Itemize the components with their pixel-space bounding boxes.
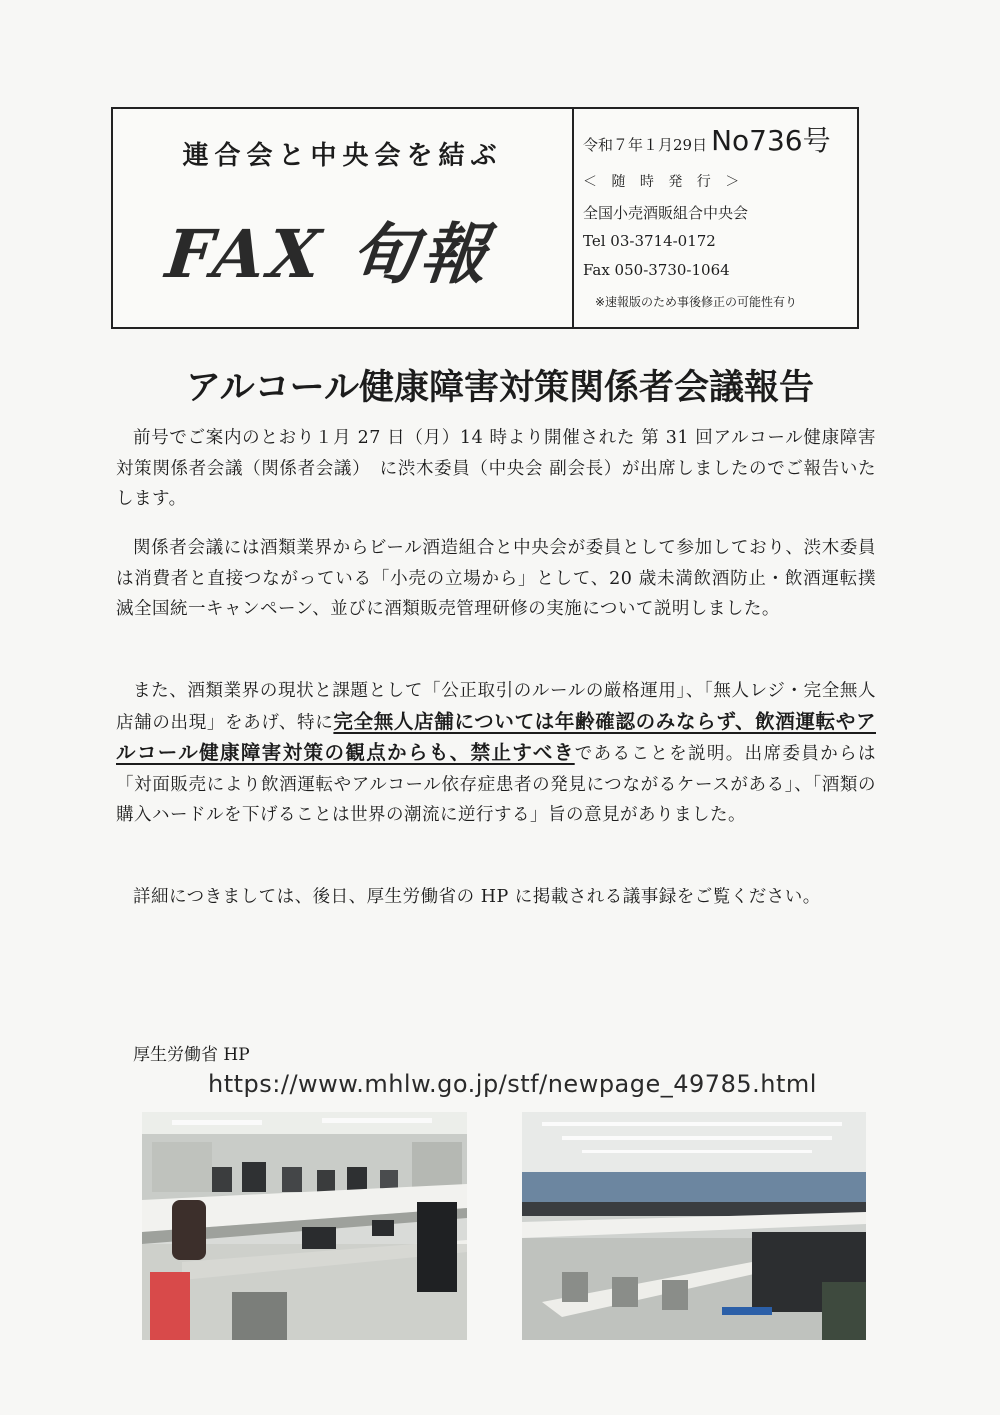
paragraph-3 bbox=[116, 676, 876, 831]
mhlw-url-link[interactable]: https://www.mhlw.go.jp/stf/newpage_49785.html bbox=[208, 1070, 817, 1098]
masthead-left bbox=[113, 109, 572, 327]
meeting-photo-left bbox=[142, 1112, 467, 1340]
masthead-divider bbox=[572, 109, 574, 327]
publisher-fax: Fax 050-3730-1064 bbox=[583, 261, 730, 279]
issue-info bbox=[575, 109, 857, 327]
meeting-photo-right-image bbox=[522, 1112, 866, 1340]
emphasized-statement: 完全無人店舗については年齢確認のみならず、飲酒運転やアルコール健康障害対策の観点からも、禁止すべき bbox=[116, 709, 876, 764]
publication-frequency: ＜ 随 時 発 行 ＞ bbox=[583, 174, 745, 190]
paragraph-4: 詳細につきましては、後日、厚生労働省の HP に掲載される議事録をご覧ください。 bbox=[133, 887, 821, 907]
publisher-name: 全国小売酒販組合中央会 bbox=[583, 204, 749, 222]
disclaimer-note: ※速報版のため事後修正の可能性有り bbox=[595, 295, 798, 309]
publisher-tel: Tel 03-3714-0172 bbox=[583, 232, 716, 250]
issue-line bbox=[583, 119, 831, 159]
issue-date: 令和７年１月29日 bbox=[583, 136, 708, 154]
mhlw-hp-label: 厚生労働省 HP bbox=[133, 1045, 250, 1065]
paragraph-2: 関係者会議には酒類業界からビール酒造組合と中央会が委員として参加しており、渋木委員は消費者と直接つながっている「小売の立場から」として、20 歳未満飲酒防止・飲酒運転撲滅全国統一キャンペーン、並びに酒類販売管理研修の実施について説明しました。 bbox=[116, 538, 876, 619]
paragraph-3-tail: であることを説明。出席委員からは「対面販売により飲酒運転やアルコール依存症患者の発見につながるケースがある」、「酒類の購入ハードルを下げることは世界の潮流に逆行する」旨の意見がありました。 bbox=[116, 744, 876, 825]
masthead-box bbox=[111, 107, 859, 329]
article-headline: アルコール健康障害対策関係者会議報告 bbox=[186, 368, 814, 408]
masthead-subtitle: 連合会と中央会を結ぶ bbox=[182, 141, 503, 171]
paragraph-3-lead: また、酒類業界の現状と課題として「公正取引のルールの厳格運用」、「無人レジ・完全無人店舗の出現」をあげ、特に bbox=[116, 681, 876, 733]
paragraph-1: 前号でご案内のとおり１月 27 日（月）14 時より開催された 第 31 回アルコール健康障害対策関係者会議（関係者会議） に渋木委員（中央会 副会長）が出席しましたのでご報告いたします。 bbox=[116, 428, 876, 509]
meeting-photo-left-image bbox=[142, 1112, 467, 1340]
masthead-title: FAX 旬報 bbox=[162, 215, 495, 293]
issue-number: No736号 bbox=[711, 124, 831, 157]
meeting-photo-right bbox=[522, 1112, 866, 1340]
